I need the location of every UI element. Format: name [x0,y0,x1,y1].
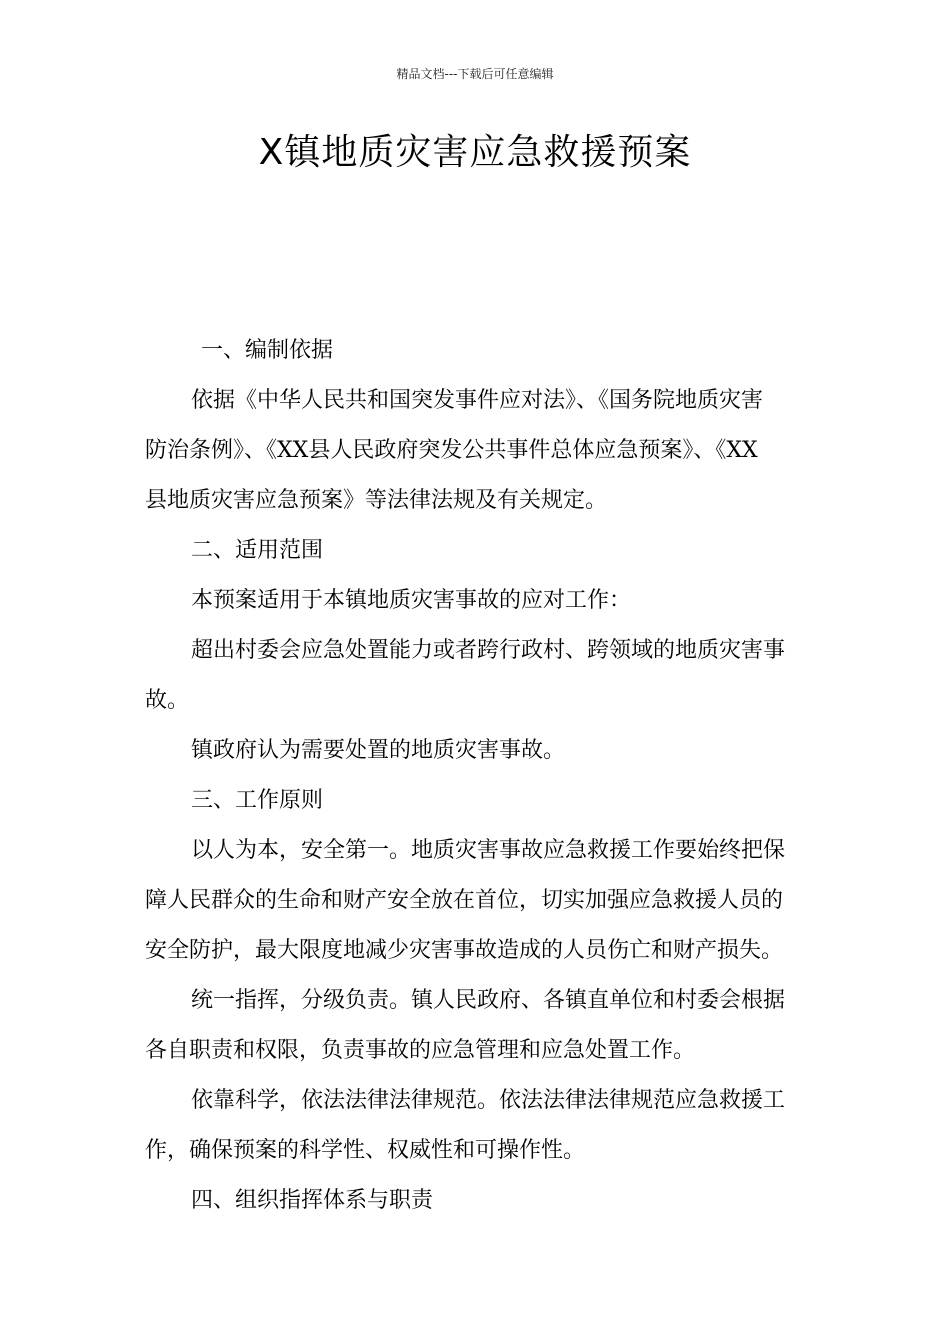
paragraph-line: 依据《中华人民共和国突发事件应对法》、《国务院地质灾害 [191,388,764,413]
paragraph-line: 以人为本，安全第一。地质灾害事故应急救援工作要始终把保 [191,838,786,863]
section-heading: 二、适用范围 [191,538,324,563]
paragraph-line: 统一指挥，分级负责。镇人民政府、各镇直单位和村委会根据 [191,988,786,1013]
paragraph-line: 本预案适用于本镇地质灾害事故的应对工作： [191,588,632,613]
paragraph-line: 障人民群众的生命和财产安全放在首位，切实加强应急救援人员的 [145,888,784,913]
paragraph-line: 安全防护，最大限度地减少灾害事故造成的人员伤亡和财产损失。 [145,938,784,963]
section-heading: 三、工作原则 [191,788,324,813]
paragraph-line: 超出村委会应急处置能力或者跨行政村、跨领域的地质灾害事 [191,638,786,663]
paragraph-line: 县地质灾害应急预案》等法律法规及有关规定。 [145,488,608,513]
header-note: 精品文档---下载后可任意编辑 [396,67,554,81]
document-body [145,326,810,1226]
section-heading: 一、编制依据 [201,338,334,363]
paragraph-line: 作，确保预案的科学性、权威性和可操作性。 [145,1138,586,1163]
section-heading: 四、组织指挥体系与职责 [191,1188,434,1213]
document-title: X镇地质灾害应急救援预案 [258,132,692,173]
paragraph-line: 镇政府认为需要处置的地质灾害事故。 [191,738,566,763]
paragraph-line: 依靠科学，依法法律法律规范。依法法律法律规范应急救援工 [191,1088,786,1113]
paragraph-line: 故。 [145,688,190,713]
paragraph-line: 防治条例》、《XX县人民政府突发公共事件总体应急预案》、《XX [145,438,758,463]
paragraph-line: 各自职责和权限，负责事故的应急管理和应急处置工作。 [145,1038,696,1063]
